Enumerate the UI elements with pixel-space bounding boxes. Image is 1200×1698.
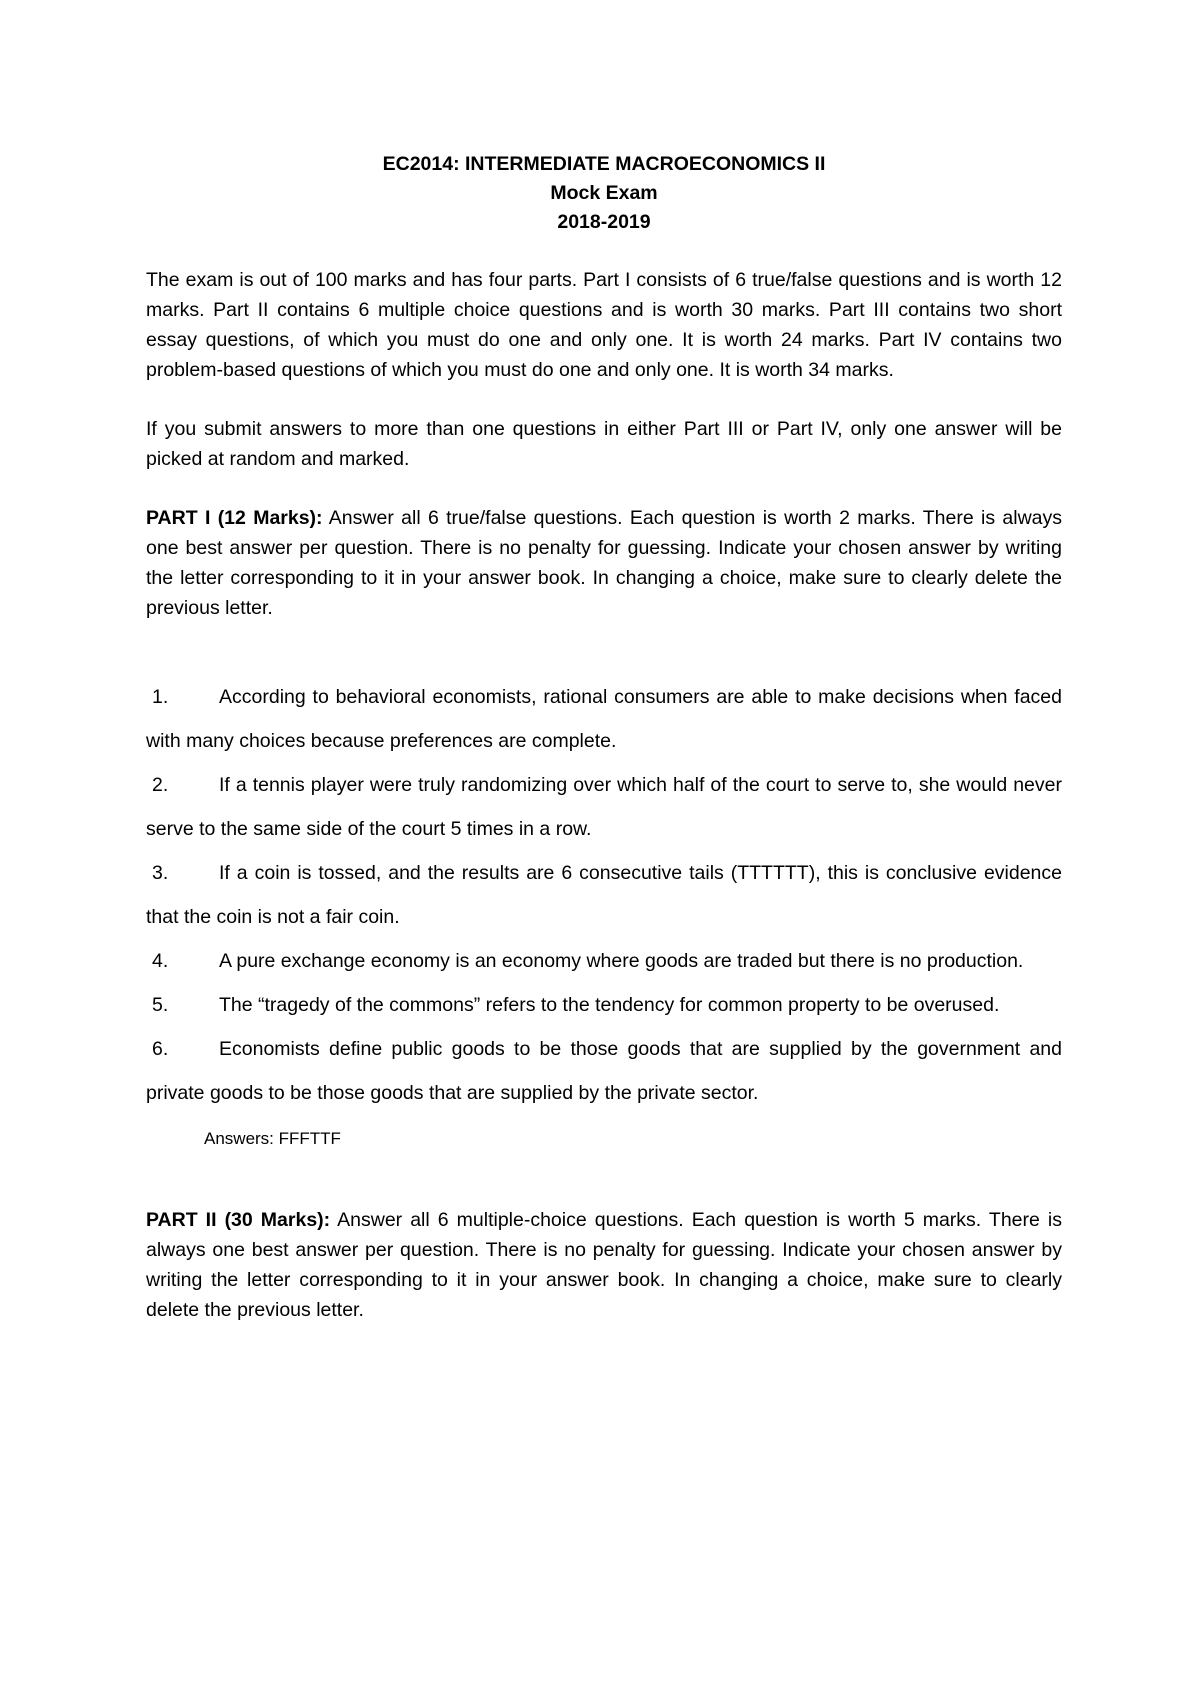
course-title: EC2014: INTERMEDIATE MACROECONOMICS II	[382, 153, 826, 175]
question-text: If a tennis player were truly randomizing over which half of the court to serve to, she would never serve to the same side of the court 5 times in a row.	[146, 774, 1062, 840]
question-text: A pure exchange economy is an economy where goods are traded but there is no production.	[219, 950, 1024, 972]
submission-rule-paragraph: If you submit answers to more than one questions in either Part III or Part IV, only one answer will be picked at random and marked.	[146, 418, 1062, 470]
part1-instructions-text: Answer all 6 true/false questions. Each question is worth 2 marks. There is always one best answer per question. There is no penalty for guessing. Indicate your chosen answer by writing the letter corresponding to it in your answer book. In changing a choice, make sure to clearly delete the previous letter.	[146, 507, 1062, 619]
part1-question-list	[146, 675, 1062, 1115]
question-item	[146, 983, 1062, 1027]
question-text: According to behavioral economists, rational consumers are able to make decisions when faced with many choices because preferences are complete.	[146, 686, 1062, 752]
exam-year: 2018-2019	[557, 211, 651, 233]
exam-header	[146, 150, 1062, 237]
part1-heading: PART I (12 Marks):	[146, 507, 323, 529]
part2-instructions	[146, 1205, 1062, 1325]
question-number: 5.	[152, 994, 169, 1016]
question-item	[146, 1027, 1062, 1115]
part2-heading: PART II (30 Marks):	[146, 1209, 331, 1231]
part1-instructions	[146, 503, 1062, 623]
question-item	[146, 763, 1062, 851]
question-item	[146, 675, 1062, 763]
part2-instructions-text: Answer all 6 multiple-choice questions. Each question is worth 5 marks. There is always one best answer per question. There is no penalty for guessing. Indicate your chosen answer by writing the letter corresponding to it in your answer book. In changing a choice, make sure to clearly delete the previous letter.	[146, 1209, 1062, 1321]
part1-answers: Answers: FFFTTF	[204, 1129, 341, 1148]
question-number: 2.	[152, 774, 169, 796]
intro-paragraph: The exam is out of 100 marks and has four parts. Part I consists of 6 true/false questions and is worth 12 marks. Part II contains 6 multiple choice questions and is worth 30 marks. Part III contains two short essay questions, of which you must do one and only one. It is worth 24 marks. Part IV contains two problem-based questions of which you must do one and only one. It is worth 34 marks.	[146, 269, 1062, 381]
question-item	[146, 939, 1062, 983]
question-number: 6.	[152, 1038, 169, 1060]
question-item	[146, 851, 1062, 939]
question-text: If a coin is tossed, and the results are 6 consecutive tails (TTTTTT), this is conclusive evidence that the coin is not a fair coin.	[146, 862, 1062, 928]
question-number: 1.	[152, 686, 169, 708]
exam-content	[146, 150, 1062, 1325]
question-number: 4.	[152, 950, 169, 972]
exam-type: Mock Exam	[550, 182, 658, 204]
question-text: The “tragedy of the commons” refers to the tendency for common property to be overused.	[219, 994, 1000, 1016]
question-number: 3.	[152, 862, 169, 884]
question-text: Economists define public goods to be those goods that are supplied by the government and private goods to be those goods that are supplied by the private sector.	[146, 1038, 1062, 1104]
